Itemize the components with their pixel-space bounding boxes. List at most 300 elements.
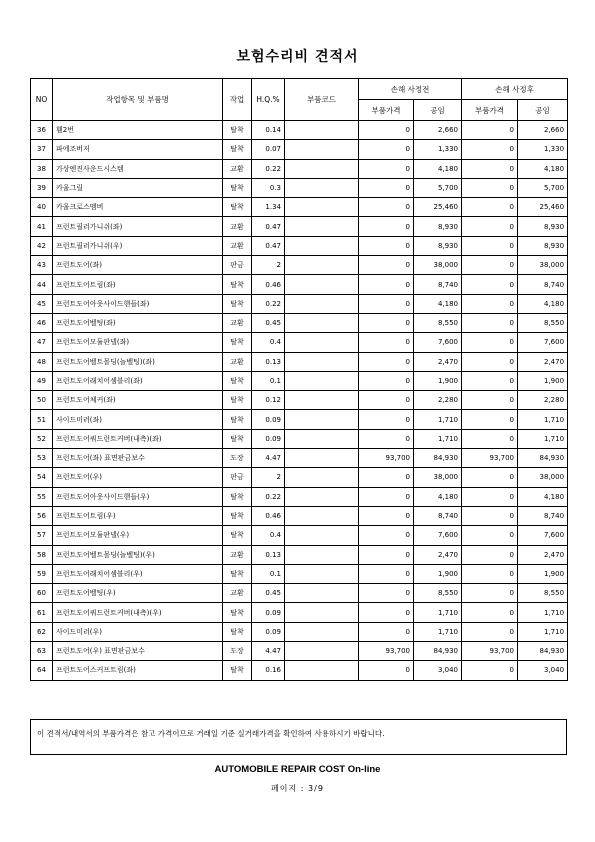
table-row (31, 236, 568, 255)
row-part-code (285, 545, 359, 564)
row-after-part-price: 0 (462, 661, 518, 680)
row-item-name: 카울그릴 (53, 178, 223, 197)
row-after-part-price: 0 (462, 584, 518, 603)
header-no: NO (31, 79, 53, 121)
row-before-labor: 84,930 (414, 449, 462, 468)
row-work-type: 탈착 (223, 294, 252, 313)
row-before-labor: 1,710 (414, 429, 462, 448)
row-work-type: 탈착 (223, 487, 252, 506)
row-after-labor: 7,600 (518, 526, 568, 545)
row-before-labor: 1,710 (414, 622, 462, 641)
row-after-part-price: 0 (462, 236, 518, 255)
row-item-name: 프런트도어래치어셈블리(우) (53, 564, 223, 583)
row-after-labor: 5,700 (518, 178, 568, 197)
row-part-code (285, 159, 359, 178)
row-before-part-price: 0 (359, 352, 414, 371)
row-item-name: 프런트도어벨트몰딩(놀벨팅)(좌) (53, 352, 223, 371)
row-item-name: 프런트도어아웃사이드핸들(좌) (53, 294, 223, 313)
row-before-part-price: 0 (359, 622, 414, 641)
row-after-labor: 1,710 (518, 429, 568, 448)
row-no: 59 (31, 564, 53, 583)
row-work-type: 교환 (223, 236, 252, 255)
table-row (31, 642, 568, 661)
row-work-type: 탈착 (223, 564, 252, 583)
row-hq: 0.09 (252, 603, 285, 622)
row-part-code (285, 333, 359, 352)
row-no: 54 (31, 468, 53, 487)
row-work-type: 탈착 (223, 391, 252, 410)
row-before-labor: 7,600 (414, 526, 462, 545)
row-item-name: 프런트도어벨팅(우) (53, 584, 223, 603)
table-row (31, 449, 568, 468)
row-before-labor: 2,280 (414, 391, 462, 410)
table-row (31, 256, 568, 275)
row-after-labor: 2,470 (518, 545, 568, 564)
row-hq: 0.4 (252, 526, 285, 545)
row-after-part-price: 0 (462, 487, 518, 506)
row-before-labor: 1,710 (414, 603, 462, 622)
table-row (31, 622, 568, 641)
row-after-part-price: 0 (462, 178, 518, 197)
row-hq: 0.47 (252, 217, 285, 236)
row-item-name: 프런트도어벨트몰딩(놀벨팅)(우) (53, 545, 223, 564)
table-row (31, 391, 568, 410)
row-before-labor: 1,900 (414, 371, 462, 390)
row-no: 60 (31, 584, 53, 603)
row-part-code (285, 236, 359, 255)
row-hq: 0.22 (252, 294, 285, 313)
row-part-code (285, 526, 359, 545)
row-part-code (285, 487, 359, 506)
row-part-code (285, 313, 359, 332)
row-no: 36 (31, 121, 53, 140)
header-before: 손해 사정전 (359, 79, 462, 100)
table-row (31, 468, 568, 487)
row-before-part-price: 0 (359, 564, 414, 583)
header-after: 손해 사정후 (462, 79, 568, 100)
header-before-part-price: 부품가격 (359, 100, 414, 121)
row-part-code (285, 121, 359, 140)
row-after-labor: 2,470 (518, 352, 568, 371)
row-after-part-price: 0 (462, 429, 518, 448)
row-no: 41 (31, 217, 53, 236)
row-before-part-price: 0 (359, 603, 414, 622)
row-after-part-price: 0 (462, 371, 518, 390)
row-after-part-price: 0 (462, 352, 518, 371)
row-after-labor: 8,550 (518, 584, 568, 603)
table-row (31, 275, 568, 294)
row-work-type: 탈착 (223, 506, 252, 525)
row-part-code (285, 352, 359, 371)
row-hq: 0.13 (252, 352, 285, 371)
row-after-labor: 1,710 (518, 410, 568, 429)
row-before-labor: 5,700 (414, 178, 462, 197)
row-after-labor: 3,040 (518, 661, 568, 680)
row-part-code (285, 256, 359, 275)
row-work-type: 판금 (223, 468, 252, 487)
row-after-part-price: 0 (462, 622, 518, 641)
table-row (31, 526, 568, 545)
row-before-labor: 8,550 (414, 584, 462, 603)
table-row (31, 140, 568, 159)
row-work-type: 탈착 (223, 622, 252, 641)
row-work-type: 탈착 (223, 603, 252, 622)
page-number: 페이지 : 3/9 (271, 784, 324, 793)
row-after-labor: 8,930 (518, 236, 568, 255)
row-item-name: 프런트필러가니쉬(우) (53, 236, 223, 255)
row-hq: 1.34 (252, 198, 285, 217)
table-row (31, 294, 568, 313)
table-row (31, 333, 568, 352)
row-no: 56 (31, 506, 53, 525)
row-no: 53 (31, 449, 53, 468)
row-item-name: 프런트도어트림(우) (53, 506, 223, 525)
row-hq: 0.45 (252, 313, 285, 332)
row-work-type: 교환 (223, 159, 252, 178)
row-no: 38 (31, 159, 53, 178)
row-item-name: 프런트도어아웃사이드핸들(우) (53, 487, 223, 506)
row-part-code (285, 391, 359, 410)
row-no: 47 (31, 333, 53, 352)
row-no: 64 (31, 661, 53, 680)
row-hq: 0.14 (252, 121, 285, 140)
table-row (31, 352, 568, 371)
row-after-labor: 38,000 (518, 468, 568, 487)
header-work: 작업 (223, 79, 252, 121)
row-before-part-price: 0 (359, 294, 414, 313)
table-row (31, 198, 568, 217)
row-after-part-price: 0 (462, 256, 518, 275)
row-no: 42 (31, 236, 53, 255)
row-part-code (285, 449, 359, 468)
row-part-code (285, 564, 359, 583)
row-work-type: 탈착 (223, 410, 252, 429)
header-item: 작업항목 및 부품명 (53, 79, 223, 121)
row-work-type: 교환 (223, 352, 252, 371)
row-before-labor: 7,600 (414, 333, 462, 352)
row-no: 51 (31, 410, 53, 429)
row-no: 52 (31, 429, 53, 448)
table-row (31, 121, 568, 140)
table-row (31, 603, 568, 622)
row-after-labor: 84,930 (518, 449, 568, 468)
row-after-part-price: 93,700 (462, 449, 518, 468)
row-no: 40 (31, 198, 53, 217)
row-item-name: 가상엔진사운드시스템 (53, 159, 223, 178)
row-work-type: 탈착 (223, 333, 252, 352)
row-after-part-price: 0 (462, 564, 518, 583)
row-no: 50 (31, 391, 53, 410)
row-item-name: 프런트도어모듈판넬(좌) (53, 333, 223, 352)
row-before-part-price: 0 (359, 159, 414, 178)
row-no: 55 (31, 487, 53, 506)
row-part-code (285, 584, 359, 603)
row-hq: 0.1 (252, 564, 285, 583)
table-row (31, 178, 568, 197)
row-after-part-price: 0 (462, 603, 518, 622)
row-after-labor: 84,930 (518, 642, 568, 661)
row-hq: 0.07 (252, 140, 285, 159)
row-after-labor: 25,460 (518, 198, 568, 217)
row-work-type: 탈착 (223, 371, 252, 390)
row-no: 58 (31, 545, 53, 564)
row-before-labor: 8,740 (414, 275, 462, 294)
table-row (31, 217, 568, 236)
row-item-name: 프런트도어래치어셈블리(좌) (53, 371, 223, 390)
row-after-part-price: 0 (462, 545, 518, 564)
row-part-code (285, 410, 359, 429)
row-part-code (285, 622, 359, 641)
table-row (31, 506, 568, 525)
table-row (31, 313, 568, 332)
footer-brand: AUTOMOBILE REPAIR COST On-line (214, 764, 381, 775)
row-before-part-price: 0 (359, 275, 414, 294)
row-before-part-price: 0 (359, 236, 414, 255)
row-no: 63 (31, 642, 53, 661)
row-item-name: 카울크로스멤버 (53, 198, 223, 217)
row-no: 48 (31, 352, 53, 371)
row-hq: 2 (252, 468, 285, 487)
row-item-name: 프런트도어체커(좌) (53, 391, 223, 410)
row-part-code (285, 642, 359, 661)
row-item-name: 파에조버저 (53, 140, 223, 159)
table-row (31, 564, 568, 583)
row-hq: 0.09 (252, 410, 285, 429)
row-before-part-price: 0 (359, 178, 414, 197)
row-work-type: 탈착 (223, 661, 252, 680)
row-after-part-price: 0 (462, 410, 518, 429)
row-after-part-price: 0 (462, 313, 518, 332)
row-before-labor: 4,180 (414, 487, 462, 506)
row-after-labor: 38,000 (518, 256, 568, 275)
row-before-labor: 38,000 (414, 468, 462, 487)
row-after-labor: 1,710 (518, 622, 568, 641)
row-before-part-price: 0 (359, 333, 414, 352)
row-part-code (285, 178, 359, 197)
row-part-code (285, 661, 359, 680)
row-before-labor: 38,000 (414, 256, 462, 275)
row-work-type: 교환 (223, 313, 252, 332)
row-hq: 0.47 (252, 236, 285, 255)
row-hq: 0.46 (252, 275, 285, 294)
row-before-part-price: 0 (359, 661, 414, 680)
row-after-part-price: 0 (462, 526, 518, 545)
row-hq: 0.3 (252, 178, 285, 197)
row-work-type: 교환 (223, 584, 252, 603)
row-before-part-price: 0 (359, 256, 414, 275)
row-after-labor: 8,740 (518, 275, 568, 294)
row-after-part-price: 0 (462, 275, 518, 294)
row-work-type: 탈착 (223, 275, 252, 294)
row-work-type: 탈착 (223, 140, 252, 159)
row-no: 37 (31, 140, 53, 159)
row-part-code (285, 140, 359, 159)
row-item-name: 프런트도어(좌) (53, 256, 223, 275)
row-after-labor: 8,740 (518, 506, 568, 525)
row-before-part-price: 0 (359, 487, 414, 506)
row-before-part-price: 93,700 (359, 642, 414, 661)
row-no: 46 (31, 313, 53, 332)
row-item-name: 프런트도어벨팅(좌) (53, 313, 223, 332)
row-before-labor: 4,180 (414, 159, 462, 178)
header-before-labor: 공임 (414, 100, 462, 121)
row-before-labor: 2,660 (414, 121, 462, 140)
row-before-part-price: 93,700 (359, 449, 414, 468)
table-row (31, 429, 568, 448)
row-hq: 0.22 (252, 487, 285, 506)
row-hq: 0.1 (252, 371, 285, 390)
row-part-code (285, 468, 359, 487)
row-after-labor: 4,180 (518, 294, 568, 313)
header-after-labor: 공임 (518, 100, 568, 121)
table-row (31, 661, 568, 680)
row-before-part-price: 0 (359, 526, 414, 545)
row-part-code (285, 217, 359, 236)
row-part-code (285, 603, 359, 622)
row-after-part-price: 0 (462, 391, 518, 410)
row-after-part-price: 0 (462, 121, 518, 140)
row-item-name: 프런트도어스커프트림(좌) (53, 661, 223, 680)
row-no: 57 (31, 526, 53, 545)
row-after-labor: 7,600 (518, 333, 568, 352)
row-after-part-price: 0 (462, 468, 518, 487)
row-hq: 2 (252, 256, 285, 275)
row-hq: 0.09 (252, 622, 285, 641)
row-after-labor: 8,550 (518, 313, 568, 332)
row-no: 44 (31, 275, 53, 294)
row-hq: 0.12 (252, 391, 285, 410)
row-item-name: 프런트필러가니쉬(좌) (53, 217, 223, 236)
row-no: 39 (31, 178, 53, 197)
row-part-code (285, 506, 359, 525)
row-after-part-price: 0 (462, 217, 518, 236)
row-before-labor: 8,930 (414, 236, 462, 255)
row-before-labor: 2,470 (414, 545, 462, 564)
table-row (31, 584, 568, 603)
row-work-type: 탈착 (223, 178, 252, 197)
row-work-type: 교환 (223, 545, 252, 564)
estimate-rows (31, 121, 568, 681)
row-part-code (285, 275, 359, 294)
row-item-name: 프런트도어쿼드런트커버(내측)(좌) (53, 429, 223, 448)
row-after-labor: 1,900 (518, 371, 568, 390)
row-before-labor: 84,930 (414, 642, 462, 661)
document-title: 보험수리비 견적서 (236, 49, 359, 65)
row-no: 43 (31, 256, 53, 275)
row-no: 62 (31, 622, 53, 641)
header-after-part-price: 부품가격 (462, 100, 518, 121)
row-before-part-price: 0 (359, 198, 414, 217)
row-after-labor: 4,180 (518, 159, 568, 178)
row-hq: 4.47 (252, 449, 285, 468)
row-work-type: 도장 (223, 642, 252, 661)
row-before-labor: 25,460 (414, 198, 462, 217)
row-item-name: 프런트도어쿼드런트커버(내측)(우) (53, 603, 223, 622)
row-before-part-price: 0 (359, 371, 414, 390)
row-after-part-price: 0 (462, 294, 518, 313)
row-after-part-price: 0 (462, 198, 518, 217)
row-item-name: 프런트도어(우) (53, 468, 223, 487)
row-before-part-price: 0 (359, 217, 414, 236)
row-after-part-price: 0 (462, 159, 518, 178)
row-before-part-price: 0 (359, 121, 414, 140)
row-work-type: 탈착 (223, 526, 252, 545)
row-after-part-price: 93,700 (462, 642, 518, 661)
row-after-labor: 1,900 (518, 564, 568, 583)
estimate-table (30, 78, 568, 681)
row-before-labor: 3,040 (414, 661, 462, 680)
row-hq: 0.09 (252, 429, 285, 448)
row-part-code (285, 198, 359, 217)
row-after-labor: 1,330 (518, 140, 568, 159)
row-after-labor: 2,660 (518, 121, 568, 140)
row-hq: 0.22 (252, 159, 285, 178)
header-code: 부품코드 (285, 79, 359, 121)
row-before-part-price: 0 (359, 506, 414, 525)
row-work-type: 탈착 (223, 198, 252, 217)
row-part-code (285, 371, 359, 390)
row-after-part-price: 0 (462, 140, 518, 159)
row-item-name: 사이드미러(우) (53, 622, 223, 641)
row-after-part-price: 0 (462, 506, 518, 525)
row-work-type: 탈착 (223, 121, 252, 140)
row-no: 45 (31, 294, 53, 313)
row-part-code (285, 294, 359, 313)
row-before-part-price: 0 (359, 584, 414, 603)
row-before-labor: 8,930 (414, 217, 462, 236)
row-after-labor: 1,710 (518, 603, 568, 622)
row-before-part-price: 0 (359, 545, 414, 564)
row-before-part-price: 0 (359, 140, 414, 159)
table-row (31, 371, 568, 390)
row-after-part-price: 0 (462, 333, 518, 352)
row-item-name: 프런트도어(우) 표면판금보수 (53, 642, 223, 661)
table-row (31, 487, 568, 506)
row-hq: 0.4 (252, 333, 285, 352)
table-row (31, 410, 568, 429)
row-part-code (285, 429, 359, 448)
row-no: 61 (31, 603, 53, 622)
row-before-labor: 2,470 (414, 352, 462, 371)
table-row (31, 545, 568, 564)
row-hq: 0.46 (252, 506, 285, 525)
row-before-labor: 8,550 (414, 313, 462, 332)
row-before-part-price: 0 (359, 468, 414, 487)
row-before-labor: 1,900 (414, 564, 462, 583)
row-after-labor: 4,180 (518, 487, 568, 506)
row-item-name: 휀2번 (53, 121, 223, 140)
row-work-type: 교환 (223, 217, 252, 236)
row-hq: 0.13 (252, 545, 285, 564)
row-hq: 0.16 (252, 661, 285, 680)
row-after-labor: 2,280 (518, 391, 568, 410)
header-hq: H.Q.% (252, 79, 285, 121)
row-work-type: 판금 (223, 256, 252, 275)
row-item-name: 사이드미러(좌) (53, 410, 223, 429)
row-before-labor: 1,330 (414, 140, 462, 159)
row-before-part-price: 0 (359, 429, 414, 448)
table-row (31, 159, 568, 178)
price-notice: 이 견적서/내역서의 부품가격은 참고 가격이므로 거래일 기준 실거래가격을 확인하여 사용하시기 바랍니다. (30, 719, 567, 755)
row-before-part-price: 0 (359, 391, 414, 410)
row-before-labor: 1,710 (414, 410, 462, 429)
row-before-part-price: 0 (359, 410, 414, 429)
row-after-labor: 8,930 (518, 217, 568, 236)
row-item-name: 프런트도어모듈판넬(우) (53, 526, 223, 545)
row-before-part-price: 0 (359, 313, 414, 332)
row-hq: 4.47 (252, 642, 285, 661)
row-item-name: 프런트도어트림(좌) (53, 275, 223, 294)
